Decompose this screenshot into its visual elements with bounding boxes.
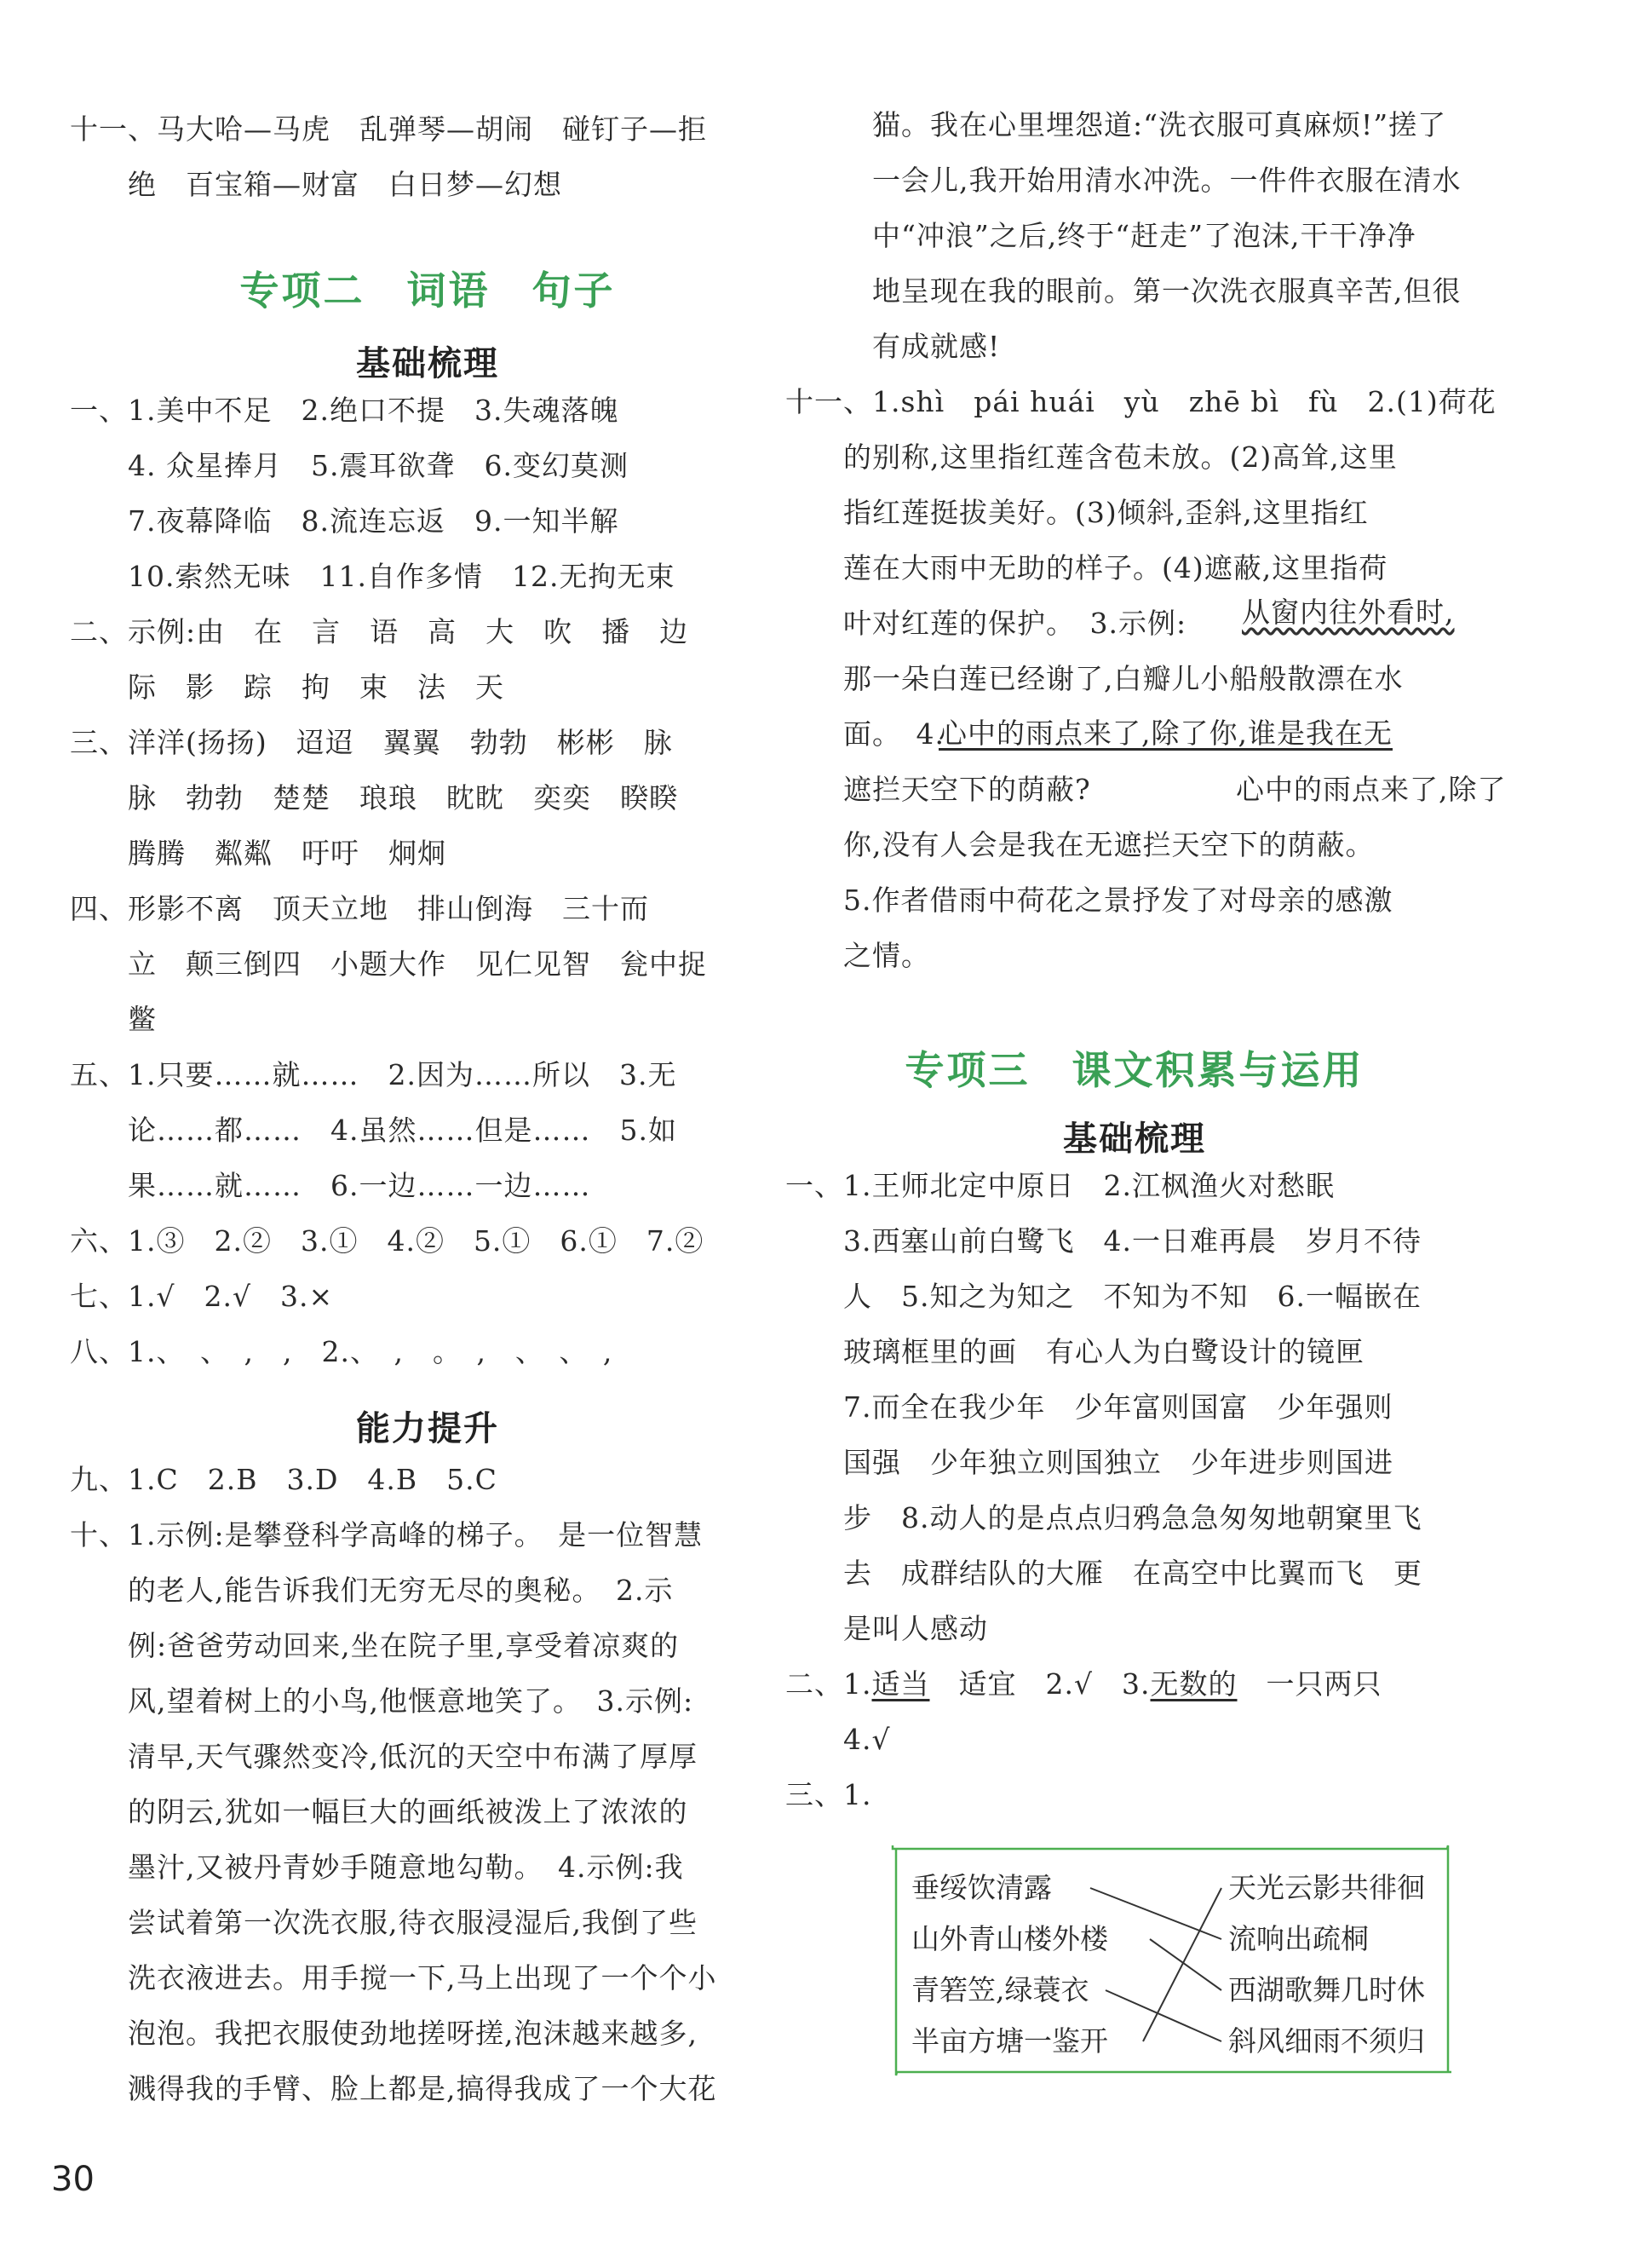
text-line: 一、1.王师北定中原日 2.江枫渔火对愁眠 — [785, 1169, 1335, 1202]
q2-underlined-2: 无数的 — [1150, 1667, 1238, 1701]
text-line: 五、1.只要……就…… 2.因为……所以 3.无 — [70, 1058, 677, 1091]
match-connector-line — [1143, 1888, 1221, 2041]
text-line: 是叫人感动 — [785, 1612, 988, 1645]
text-line: 的老人,能告诉我们无穷无尽的奥秘。 2.示 — [70, 1574, 674, 1607]
match-right-item: 天光云影共徘徊 — [1228, 1871, 1425, 1904]
text-line: 的阴云,犹如一幅巨大的画纸被泼上了浓浓的 — [70, 1795, 688, 1828]
text-line: 果……就…… 6.一边……一边…… — [70, 1169, 591, 1202]
text-line: 步 8.动人的是点点归鸦急急匆匆地朝窠里飞 — [785, 1501, 1422, 1534]
text-line: 人 5.知之为知之 不知为不知 6.一幅嵌在 — [785, 1280, 1422, 1313]
text-line: 4. 众星捧月 5.震耳欲聋 6.变幻莫测 — [70, 449, 629, 482]
text-line: 溅得我的手臂、脸上都是,搞得我成了一个大花 — [70, 2072, 717, 2105]
text-line: 论……都…… 4.虽然……但是…… 5.如 — [70, 1114, 677, 1147]
text-line: 的别称,这里指红莲含苞未放。(2)高耸,这里 — [785, 440, 1398, 474]
text-line: 那一朵白莲已经谢了,白瓣儿小船般散漂在水 — [785, 662, 1404, 695]
q2-prefix: 二、1. — [785, 1667, 872, 1701]
text-line: 七、1.√ 2.√ 3.× — [70, 1280, 334, 1313]
text-line: 四、形影不离 顶天立地 排山倒海 三十而 — [70, 892, 649, 925]
text-line: 地呈现在我的眼前。第一次洗衣服真辛苦,但很 — [872, 274, 1462, 308]
text-line: 5.作者借雨中荷花之景抒发了对母亲的感激 — [785, 884, 1393, 917]
matching-exercise-box — [888, 1840, 1457, 2081]
text-line: 鳖 — [70, 1003, 157, 1036]
text-line: 六、1.③ 2.② 3.① 4.② 5.① 6.① 7.② — [70, 1224, 704, 1258]
text-line: 一、1.美中不足 2.绝口不提 3.失魂落魄 — [70, 394, 619, 427]
text-line: 去 成群结队的大雁 在高空中比翼而飞 更 — [785, 1557, 1422, 1590]
text-line: 绝 百宝箱—财富 白日梦—幻想 — [70, 168, 562, 201]
matching-lines — [1090, 1888, 1221, 2041]
text-line: 有成就感! — [872, 330, 1001, 363]
text-line: 之情。 — [785, 939, 930, 972]
q3-line: 三、1. — [785, 1778, 872, 1811]
text-line: 7.而全在我少年 少年富则国富 少年强则 — [785, 1390, 1393, 1424]
match-left-item: 山外青山楼外楼 — [911, 1922, 1108, 1955]
match-connector-line — [1150, 1939, 1221, 1990]
text-line: 面。 4. — [785, 717, 945, 751]
text-line: 二、示例:由 在 言 语 高 大 吹 播 边 — [70, 615, 689, 648]
text-line: 莲在大雨中无助的样子。(4)遮蔽,这里指荷 — [785, 551, 1388, 584]
q2-tail: 一只两只 — [1237, 1667, 1382, 1701]
match-right-item: 流响出疏桐 — [1228, 1922, 1369, 1955]
text-line: 国强 少年独立则国独立 少年进步则国进 — [785, 1446, 1393, 1479]
text-line: 10.索然无味 11.自作多情 12.无拘无束 — [70, 560, 675, 593]
text-line: 八、1.、 、 , , 2.、 , 。 , 、 、 , — [70, 1335, 613, 1368]
text-line: 7.夜幕降临 8.流连忘返 9.一知半解 — [70, 504, 619, 538]
text-line: 一会儿,我开始用清水冲洗。一件件衣服在清水 — [872, 164, 1462, 197]
basic-title-left: 基础梳理 — [356, 344, 499, 383]
text-line: 你,没有人会是我在无遮拦天空下的荫蔽。 — [785, 828, 1375, 861]
match-left-item: 垂绥饮清露 — [911, 1871, 1052, 1904]
match-connector-line — [1090, 1888, 1221, 1939]
text-line: 泡泡。我把衣服使劲地搓呀搓,泡沫越来越多, — [70, 2017, 698, 2050]
text-line: 例:爸爸劳动回来,坐在院子里,享受着凉爽的 — [70, 1629, 680, 1662]
ability-title: 能力提升 — [356, 1409, 499, 1448]
match-left-item: 青箬笠,绿蓑衣 — [911, 1973, 1089, 2006]
basic-title-right: 基础梳理 — [1063, 1120, 1206, 1159]
q4-rest: 心中的雨点来了,除了 — [1207, 773, 1507, 806]
text-line: 尝试着第一次洗衣服,待衣服浸湿后,我倒了些 — [70, 1906, 698, 1939]
text-line: 洗衣液进去。用手搅一下,马上出现了一个个小 — [70, 1961, 717, 1995]
match-connector-line — [1106, 1990, 1221, 2041]
text-line: 九、1.C 2.B 3.D 4.B 5.C — [70, 1463, 497, 1496]
underlined-q4-a: 心中的雨点来了,除了你,谁是我在无 — [939, 717, 1393, 750]
text-line: 十一、马大哈—马虎 乱弹琴—胡闹 碰钉子—拒 — [70, 112, 707, 146]
text-line: 猫。我在心里埋怨道:“洗衣服可真麻烦!”搓了 — [872, 108, 1447, 141]
wavy-underline-text-1: 从窗内往外看时, — [1242, 596, 1455, 629]
text-line: 十一、1.shì pái huái yù zhē bì fù 2.(1)荷花 — [785, 385, 1497, 418]
match-right-item: 西湖歌舞几时休 — [1228, 1973, 1425, 2006]
text-line: 叶对红莲的保护。 3.示例: — [785, 607, 1187, 640]
text-line: 风,望着树上的小鸟,他惬意地笑了。 3.示例: — [70, 1684, 694, 1718]
section3-title: 专项三 课文积累与运用 — [905, 1047, 1365, 1093]
text-line: 3.西塞山前白鹭飞 4.一日难再晨 岁月不待 — [785, 1224, 1422, 1258]
text-line: 十、1.示例:是攀登科学高峰的梯子。 是一位智慧 — [70, 1518, 704, 1551]
q2-underlined-1: 适当 — [871, 1667, 930, 1701]
text-line: 玻璃框里的画 有心人为白鹭设计的镜匣 — [785, 1335, 1365, 1368]
text-line: 脉 勃勃 楚楚 琅琅 眈眈 奕奕 睽睽 — [70, 781, 678, 815]
text-line: 际 影 踪 拘 束 法 天 — [70, 671, 504, 704]
text-line: 立 颠三倒四 小题大作 见仁见智 瓮中捉 — [70, 947, 707, 981]
page-number: 30 — [51, 2160, 95, 2199]
text-line: 墨汁,又被丹青妙手随意地勾勒。 4.示例:我 — [70, 1851, 684, 1884]
text-line: 清早,天气骤然变冷,低沉的天空中布满了厚厚 — [70, 1740, 698, 1773]
text-line: 腾腾 粼粼 吁吁 炯炯 — [70, 837, 446, 870]
match-left-item: 半亩方塘一鉴开 — [911, 2024, 1108, 2058]
match-right-item: 斜风细雨不须归 — [1228, 2024, 1425, 2058]
q2-line-2: 4.√ — [785, 1723, 891, 1756]
q2-mid: 适宜 2.√ 3. — [929, 1667, 1151, 1701]
section2-title: 专项二 词语 句子 — [239, 268, 616, 314]
text-line: 遮拦天空下的荫蔽? — [785, 773, 1091, 806]
q2-line — [785, 1666, 1382, 1703]
text-line: 三、洋洋(扬扬) 迢迢 翼翼 勃勃 彬彬 脉 — [70, 726, 673, 759]
text-line: 指红莲挺拔美好。(3)倾斜,歪斜,这里指红 — [785, 496, 1369, 529]
text-line: 中“冲浪”之后,终于“赶走”了泡沫,干干净净 — [872, 219, 1416, 252]
